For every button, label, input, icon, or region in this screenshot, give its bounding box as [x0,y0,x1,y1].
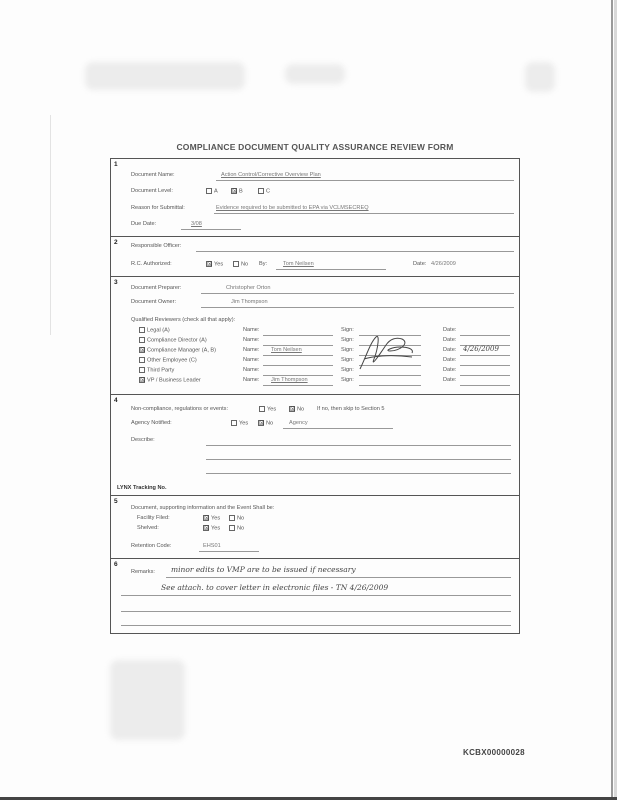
section-number: 6 [114,561,118,568]
rc-by-line [276,269,386,270]
reviewer-name-label: Name: [243,357,260,363]
section-number: 5 [114,498,118,505]
reason-label: Reason for Submittal: [131,205,185,211]
review-form [110,158,520,634]
reviewer-date-value: 4/26/2009 [463,345,499,353]
reviewer-sign-label: Sign: [341,367,354,373]
level-option-a[interactable]: A [206,188,218,194]
facility-yes-option[interactable]: ☒ Yes [204,515,221,522]
section-5 [111,496,519,559]
level-option-b[interactable]: ☒ B [232,188,243,195]
agency-line [283,428,393,429]
scan-smudge [285,64,345,84]
reviewer-row [111,357,519,367]
remarks-line [121,611,511,612]
rc-authorized-label: R.C. Authorized: [131,261,172,267]
reviewer-sign-label: Sign: [341,327,354,333]
level-option-c[interactable]: C [258,188,270,194]
reviewer-name-label: Name: [243,367,260,373]
rc-date-value: 4/26/2009 [431,261,456,267]
reviewer-sign-label: Sign: [341,357,354,363]
owner-value: Jim Thompson [231,299,268,305]
reason-value: Evidence required to be submitted to EPA via VCLMSECREQ [216,205,369,211]
reviewer-checkbox[interactable]: Other Employee (C) [139,357,197,363]
reviewer-row [111,347,519,357]
scan-smudge [525,62,555,92]
noncompliance-yes-option[interactable]: Yes [259,406,276,412]
section-2 [111,237,519,277]
facility-no-option[interactable]: No [229,515,244,521]
lynx-tracking-label: LYNX Tracking No. [117,485,167,491]
describe-label: Describe: [131,437,155,443]
owner-line [201,307,514,308]
responsible-officer-line [196,251,514,252]
agency-yes-option[interactable]: Yes [231,420,248,426]
reviewers-label: Qualified Reviewers (check all that apply): [131,317,236,323]
reviewer-name-value: Tom Neilsen [271,347,302,353]
rc-yes-option[interactable]: ☒ Yes [207,261,224,268]
remarks-line [166,577,511,578]
facility-filed-label: Facility Filed: [137,515,170,521]
retention-line [199,551,259,552]
retention-code-label: Retention Code: [131,543,172,549]
reviewer-checkbox[interactable]: Legal (A) [139,327,170,333]
reviewer-sign-label: Sign: [341,337,354,343]
noncompliance-no-option[interactable]: ☒ No [290,406,305,413]
section-number: 1 [114,161,118,168]
remarks-label: Remarks: [131,569,155,575]
rc-no-option[interactable]: No [233,261,248,267]
remarks-handwritten-line-1: minor edits to VMP are to be issued if necessary [171,565,356,574]
reviewer-sign-label: Sign: [341,377,354,383]
noncompliance-label: Non-compliance, regulations or events: [131,406,229,412]
reviewer-name-label: Name: [243,327,260,333]
reviewer-name-value: Jim Thompson [271,377,308,383]
responsible-officer-label: Responsible Officer: [131,243,182,249]
remarks-line [121,595,511,596]
reviewer-name-label: Name: [243,347,260,353]
document-name-label: Document Name: [131,172,175,178]
document-level-label: Document Level: [131,188,173,194]
scan-edge [611,0,613,800]
agency-no-option[interactable]: ☒ No [259,420,274,427]
reviewer-name-label: Name: [243,377,260,383]
document-name-line [216,180,514,181]
agency-note: Agency [289,420,308,426]
shelved-label: Shelved: [137,525,159,531]
reviewer-checkbox[interactable]: Third Party [139,367,174,373]
reviewer-date-label: Date: [443,377,457,383]
reviewer-checkbox[interactable]: Compliance Director (A) [139,337,207,343]
reviewer-row [111,327,519,337]
retention-code-value: EHS01 [203,543,221,549]
bates-number: KCBX00000028 [463,748,525,757]
reviewer-checkbox[interactable]: ☒ VP / Business Leader [140,377,201,384]
preparer-value: Christopher Orton [226,285,271,291]
section-number: 3 [114,279,118,286]
reviewer-date-label: Date: [443,357,457,363]
rc-date-label: Date: [413,261,427,267]
form-title: COMPLIANCE DOCUMENT QUALITY ASSURANCE REVIEW FORM [176,142,454,152]
remarks-line [121,625,511,626]
support-label: Document, supporting information and the Event Shall be: [131,505,275,511]
scan-artifact [50,115,51,335]
due-date-line [181,229,241,230]
due-date-value: 3/08 [191,221,202,227]
section-3 [111,277,519,395]
section-6 [111,559,519,633]
scan-smudge [85,62,245,90]
reviewer-date-label: Date: [443,327,457,333]
reviewer-row [111,367,519,377]
rc-by-value: Tom Neilsen [283,261,314,267]
section-number: 2 [114,239,118,246]
document-name-value: Action Control/Corrective Overview Plan [221,172,321,178]
agency-notified-label: Agency Notified: [131,420,172,426]
describe-line [206,445,511,446]
section-1 [111,159,519,237]
rc-by-label: By: [259,261,268,267]
reviewer-row [111,337,519,347]
preparer-line [201,293,514,294]
signature-scribble [356,329,416,377]
reviewer-date-label: Date: [443,347,457,353]
shelved-no-option[interactable]: No [229,525,244,531]
noncompliance-note: If no, then skip to Section 5 [317,406,385,412]
section-number: 4 [114,397,118,404]
describe-line [206,459,511,460]
shelved-yes-option[interactable]: ☒ Yes [204,525,221,532]
describe-line [206,473,511,474]
reviewer-row [111,377,519,387]
preparer-label: Document Preparer: [131,285,182,291]
reviewer-date-label: Date: [443,337,457,343]
owner-label: Document Owner: [131,299,177,305]
section-4 [111,395,519,496]
reviewer-sign-label: Sign: [341,347,354,353]
reason-line [214,213,514,214]
reviewer-name-label: Name: [243,337,260,343]
remarks-handwritten-line-2: See attach. to cover letter in electronic files - TN 4/26/2009 [161,583,389,592]
scan-smudge [110,660,185,740]
due-date-label: Due Date: [131,221,157,227]
reviewer-date-label: Date: [443,367,457,373]
reviewer-checkbox[interactable]: ☒ Compliance Manager (A, B) [140,347,217,354]
